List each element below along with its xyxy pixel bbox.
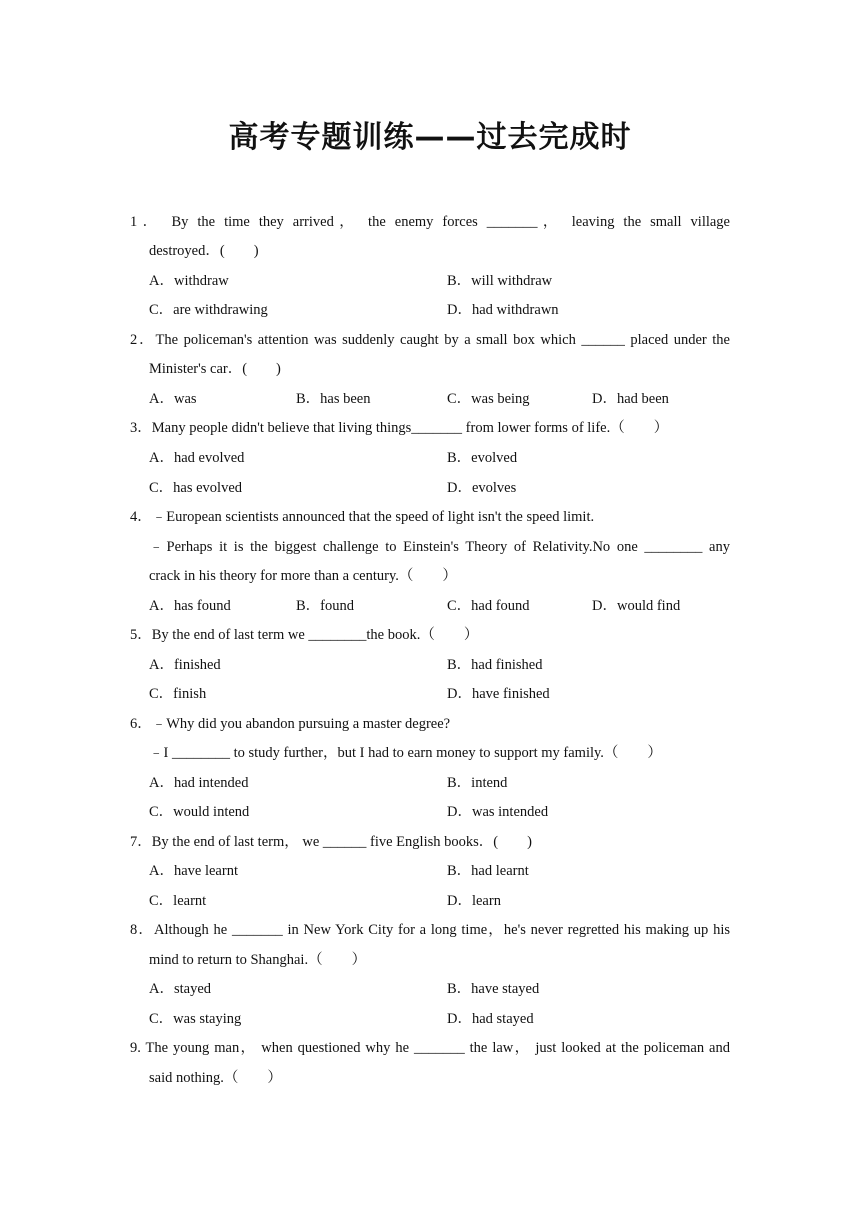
question-1-stem-cont: destroyed．( )	[149, 243, 259, 259]
question-4-stem: 4．﹣European scientists announced that the speed of light isn't the speed limit.	[130, 509, 595, 525]
question-3-option-b: B．evolved	[447, 450, 518, 466]
question-8-option-b: B．have stayed	[447, 981, 540, 997]
question-5-option-a: A．finished	[149, 657, 221, 673]
question-4-option-b: B．found	[296, 598, 354, 614]
question-2-option-a: A．was	[149, 391, 197, 407]
question-6-option-a: A．had intended	[149, 775, 249, 791]
question-3-option-a: A．had evolved	[149, 450, 245, 466]
question-1-option-a: A．withdraw	[149, 273, 229, 289]
question-6-option-c: C．would intend	[149, 804, 250, 820]
question-8-stem-cont: mind to return to Shanghai.（ ）	[149, 952, 367, 968]
question-4-stem-cont: ﹣Perhaps it is the biggest challenge to Einstein's Theory of Relativity.No one ________ any	[149, 539, 730, 555]
question-8-option-a: A．stayed	[149, 981, 212, 997]
question-9-stem-cont: said nothing.（ ）	[149, 1070, 282, 1086]
question-2-option-d: D．had been	[592, 391, 669, 407]
question-5-option-b: B．had finished	[447, 657, 543, 673]
question-7-stem: 7．By the end of last term， we ______ five English books．( )	[130, 834, 532, 850]
question-3-option-c: C．has evolved	[149, 480, 243, 496]
question-7-option-c: C．learnt	[149, 893, 207, 909]
question-7-option-a: A．have learnt	[149, 863, 238, 879]
question-6-option-b: B．intend	[447, 775, 508, 791]
question-5-option-c: C．finish	[149, 686, 207, 702]
question-8-option-c: C．was staying	[149, 1011, 242, 1027]
question-4-option-c: C．had found	[447, 598, 530, 614]
page-title: 高考专题训练——过去完成时	[228, 120, 632, 155]
question-5-stem: 5．By the end of last term we ________the book.（ ）	[130, 627, 479, 643]
question-5-option-d: D．have finished	[447, 686, 550, 702]
question-6-stem-cont: ﹣I ________ to study further，but I had to earn money to support my family.（ ）	[149, 745, 662, 761]
question-6-stem: 6．﹣Why did you abandon pursuing a master degree?	[130, 716, 451, 732]
question-7-option-b: B．had learnt	[447, 863, 529, 879]
question-8-option-d: D．had stayed	[447, 1011, 534, 1027]
question-4-option-a: A．has found	[149, 598, 231, 614]
question-3-option-d: D．evolves	[447, 480, 517, 496]
question-1-option-b: B．will withdraw	[447, 273, 553, 289]
question-9-stem: 9. The young man， when questioned why he _______ the law， just looked at the policeman and	[130, 1040, 730, 1056]
question-8-stem: 8．Although he _______ in New York City for a long time，he's never regretted his making up his	[130, 922, 730, 938]
question-6-option-d: D．was intended	[447, 804, 549, 820]
question-2-option-c: C．was being	[447, 391, 530, 407]
question-1-option-d: D．had withdrawn	[447, 302, 559, 318]
question-3-stem: 3．Many people didn't believe that living things_______ from lower forms of life.（ ）	[130, 420, 669, 436]
question-4-option-d: D．would find	[592, 598, 681, 614]
question-4-stem-cont-2: crack in his theory for more than a century.（ ）	[149, 568, 457, 584]
question-1-stem: 1． By the time they arrived， the enemy forces _______， leaving the small village	[130, 214, 730, 230]
question-2-option-b: B．has been	[296, 391, 371, 407]
question-1-option-c: C．are withdrawing	[149, 302, 268, 318]
question-2-stem-cont: Minister's car．( )	[149, 361, 281, 377]
question-7-option-d: D．learn	[447, 893, 501, 909]
question-2-stem: 2．The policeman's attention was suddenly caught by a small box which ______ placed under the	[130, 332, 730, 348]
